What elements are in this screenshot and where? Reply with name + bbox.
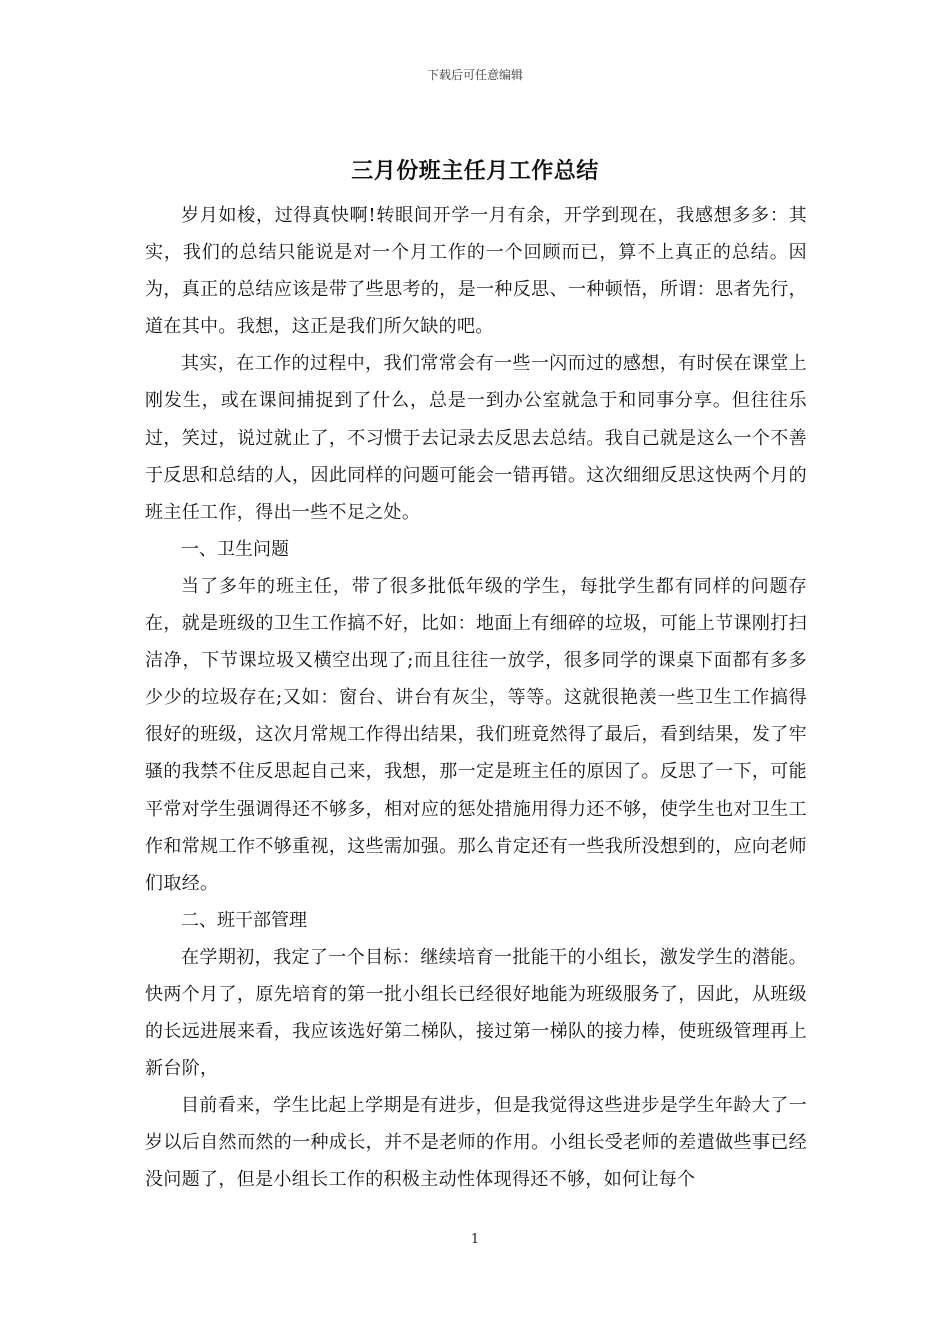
page-number: 1 [470, 1232, 480, 1247]
document-title: 三月份班主任月工作总结 [351, 158, 599, 184]
paragraph-intro: 岁月如梭，过得真快啊!转眼间开学一月有余，开学到现在，我感想多多：其实，我们的总结只能说是对一个月工作的一个回顾而已，算不上真正的总结。因为，真正的总结应该是带了些思考的，是一种反思、一种顿悟，所谓：思者先行，道在其中。我想，这正是我们所欠缺的吧。 [145, 205, 807, 338]
section-heading-class-cadre: 二、班干部管理 [181, 909, 307, 931]
section-heading-hygiene: 一、卫生问题 [181, 538, 289, 560]
paragraph-hygiene: 当了多年的班主任，带了很多批低年级的学生，每批学生都有同样的问题存在，就是班级的卫生工作搞不好，比如：地面上有细碎的垃圾，可能上节课刚打扫洁净，下节课垃圾又横空出现了;而且往往一放学，很多同学的课桌下面都有多多少少的垃圾存在;又如：窗台、讲台有灰尘，等等。这就很艳羡一些卫生工作搞得很好的班级，这次月常规工作得出结果，我们班竟然得了最后，看到结果，发了牢骚的我禁不住反思起自己来，我想，那一定是班主任的原因了。反思了一下，可能平常对学生强调得还不够多，相对应的惩处措施用得力还不够，使学生也对卫生工作和常规工作不够重视，这些需加强。那么肯定还有一些我所没想到的，应向老师们取经。 [145, 575, 807, 894]
document-body [145, 197, 807, 1199]
paragraph-class-cadre-goal: 在学期初，我定了一个目标：继续培育一批能干的小组长，激发学生的潜能。快两个月了，原先培育的第一批小组长已经很好地能为班级服务了，因此，从班级的长远进展来看，我应该选好第二梯队，接过第一梯队的接力棒，使班级管理再上新台阶， [145, 946, 807, 1080]
paragraph-class-cadre-progress: 目前看来，学生比起上学期是有进步，但是我觉得这些进步是学生年龄大了一岁以后自然而然的一种成长，并不是老师的作用。小组长受老师的差遣做些事已经没问题了，但是小组长工作的积极主动性体现得还不够，如何让每个 [145, 1095, 807, 1191]
header-note: 下载后可任意编辑 [426, 68, 523, 82]
paragraph-reflection: 其实，在工作的过程中，我们常常会有一些一闪而过的感想，有时侯在课堂上刚发生，或在课间捕捉到了什么，总是一到办公室就急于和同事分享。但往往乐过，笑过，说过就止了，不习惯于去记录去反思去总结。我自己就是这么一个不善于反思和总结的人，因此同样的问题可能会一错再错。这次细细反思这快两个月的班主任工作，得出一些不足之处。 [145, 353, 807, 523]
